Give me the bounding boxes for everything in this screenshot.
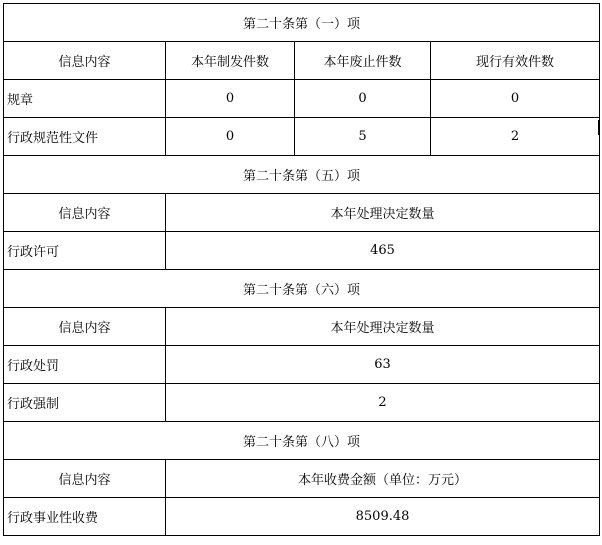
section-title-row	[4, 270, 600, 308]
row-label: 行政强制	[4, 384, 166, 422]
cell-value: 2	[166, 384, 600, 422]
cell-value: 0	[166, 118, 295, 156]
header-row	[4, 308, 600, 346]
section-title-row	[4, 422, 600, 460]
section-title: 第二十条第（一）项	[4, 4, 600, 42]
table-row	[4, 80, 600, 118]
header-cell-info: 信息内容	[4, 308, 166, 346]
header-cell-abolished: 本年废止件数	[295, 42, 431, 80]
disclosure-table	[3, 3, 600, 536]
cell-value: 0	[295, 80, 431, 118]
header-cell-count: 本年处理决定数量	[166, 194, 600, 232]
header-cell-amount: 本年收费金额（单位：万元）	[166, 460, 600, 498]
cell-value: 8509.48	[166, 498, 600, 536]
cell-value: 0	[431, 80, 600, 118]
section-title: 第二十条第（八）项	[4, 422, 600, 460]
header-row	[4, 194, 600, 232]
table-row	[4, 346, 600, 384]
row-label: 行政规范性文件	[4, 118, 166, 156]
section-title-row	[4, 4, 600, 42]
header-cell-valid: 现行有效件数	[431, 42, 600, 80]
edge-mark	[598, 120, 600, 135]
row-label: 规章	[4, 80, 166, 118]
header-cell-info: 信息内容	[4, 194, 166, 232]
section-title: 第二十条第（六）项	[4, 270, 600, 308]
header-cell-issued: 本年制发件数	[166, 42, 295, 80]
header-cell-count: 本年处理决定数量	[166, 308, 600, 346]
cell-value: 63	[166, 346, 600, 384]
header-row	[4, 460, 600, 498]
cell-value: 2	[431, 118, 600, 156]
row-label: 行政许可	[4, 232, 166, 270]
cell-value: 465	[166, 232, 600, 270]
table-row	[4, 232, 600, 270]
table-row	[4, 118, 600, 156]
table-row	[4, 498, 600, 536]
row-label: 行政处罚	[4, 346, 166, 384]
cell-value: 5	[295, 118, 431, 156]
table-row	[4, 384, 600, 422]
section-title: 第二十条第（五）项	[4, 156, 600, 194]
row-label: 行政事业性收费	[4, 498, 166, 536]
header-cell-info: 信息内容	[4, 460, 166, 498]
section-title-row	[4, 156, 600, 194]
header-cell-info: 信息内容	[4, 42, 166, 80]
header-row	[4, 42, 600, 80]
cell-value: 0	[166, 80, 295, 118]
